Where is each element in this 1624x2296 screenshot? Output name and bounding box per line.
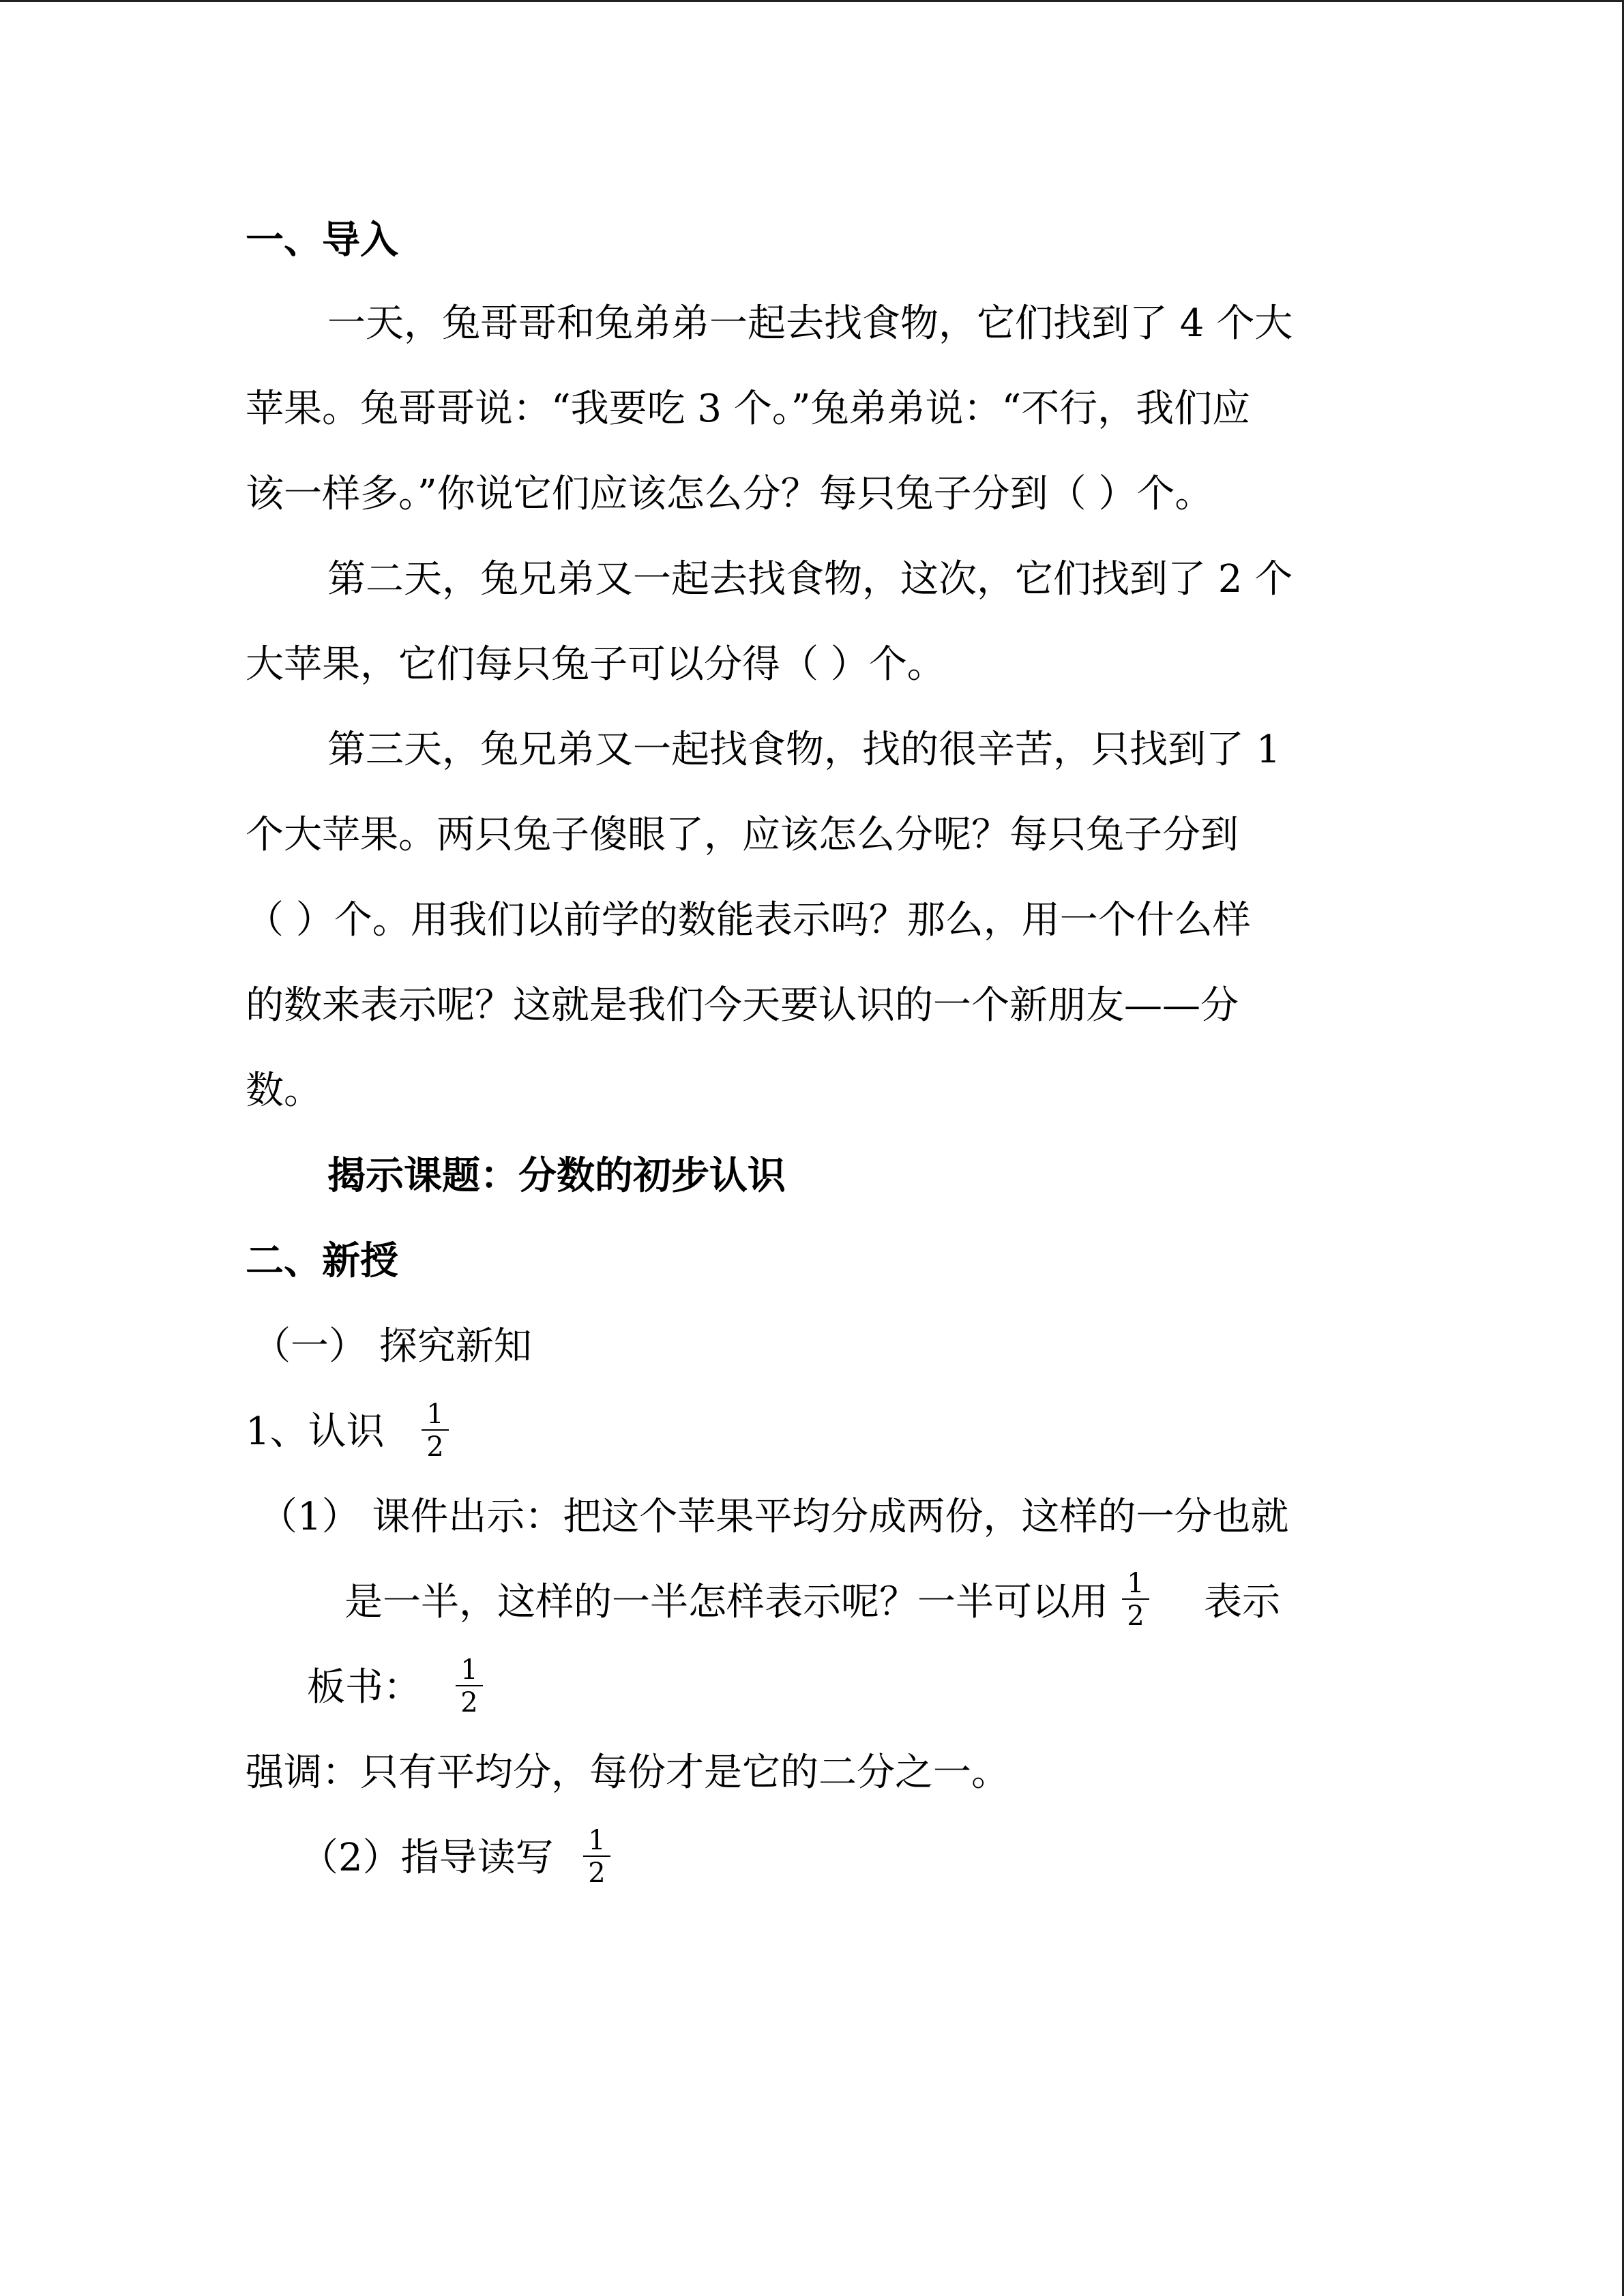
fraction-denominator: 2 <box>588 1858 606 1889</box>
paragraph-line: 是一半，这样的一半怎样表示呢？一半可以用 <box>344 1580 1108 1624</box>
paragraph-line: （ ）个。用我们以前学的数能表示吗？那么，用一个什么样 <box>246 898 1251 942</box>
fraction-denominator: 2 <box>426 1431 444 1463</box>
section-heading-intro: 一、导入 <box>246 218 398 263</box>
paragraph-line: 大苹果，它们每只兔子可以分得（ ）个。 <box>246 642 945 687</box>
fraction-one-half <box>1122 1568 1149 1630</box>
fraction-denominator: 2 <box>460 1687 478 1718</box>
board-label: 板书： <box>307 1665 422 1710</box>
fraction-numerator: 1 <box>583 1825 610 1857</box>
fraction-numerator: 1 <box>422 1399 449 1431</box>
paragraph-line: 个大苹果。两只兔子傻眼了，应该怎么分呢？每只兔子分到 <box>246 813 1239 857</box>
paragraph-line: 数。 <box>246 1069 322 1113</box>
item-heading: 1、认识 <box>246 1410 385 1454</box>
paragraph-line: 的数来表示呢？这就是我们今天要认识的一个新朋友——分 <box>246 983 1239 1028</box>
fraction-one-half <box>456 1655 483 1716</box>
fraction-numerator: 1 <box>456 1655 483 1686</box>
fraction-one-half <box>583 1825 610 1887</box>
paragraph-line: 表示 <box>1204 1580 1280 1624</box>
section-heading-new: 二、新授 <box>246 1239 398 1283</box>
paragraph-line: （1） 课件出示：把这个苹果平均分成两份，这样的一分也就 <box>259 1495 1289 1539</box>
fraction-one-half <box>422 1399 449 1461</box>
subsection-heading: （一） 探究新知 <box>252 1324 532 1369</box>
item-heading: （2）指导读写 <box>300 1836 554 1880</box>
paragraph-line: 第二天，兔兄弟又一起去找食物，这次，它们找到了 2 个 <box>327 557 1293 601</box>
fraction-numerator: 1 <box>1122 1568 1149 1600</box>
emphasis-line: 强调：只有平均分，每份才是它的二分之一。 <box>246 1750 1009 1795</box>
paragraph-line: 该一样多。”你说它们应该怎么分？每只兔子分到（ ）个。 <box>246 472 1213 516</box>
fraction-denominator: 2 <box>1127 1600 1145 1632</box>
paragraph-line: 苹果。兔哥哥说：“我要吃 3 个。”兔弟弟说：“不行，我们应 <box>246 387 1251 431</box>
lesson-topic: 揭示课题：分数的初步认识 <box>327 1154 786 1198</box>
paragraph-line: 第三天，兔兄弟又一起找食物，找的很辛苦，只找到了 1 <box>327 728 1281 772</box>
paragraph-line: 一天，兔哥哥和兔弟弟一起去找食物，它们找到了 4 个大 <box>327 301 1293 346</box>
